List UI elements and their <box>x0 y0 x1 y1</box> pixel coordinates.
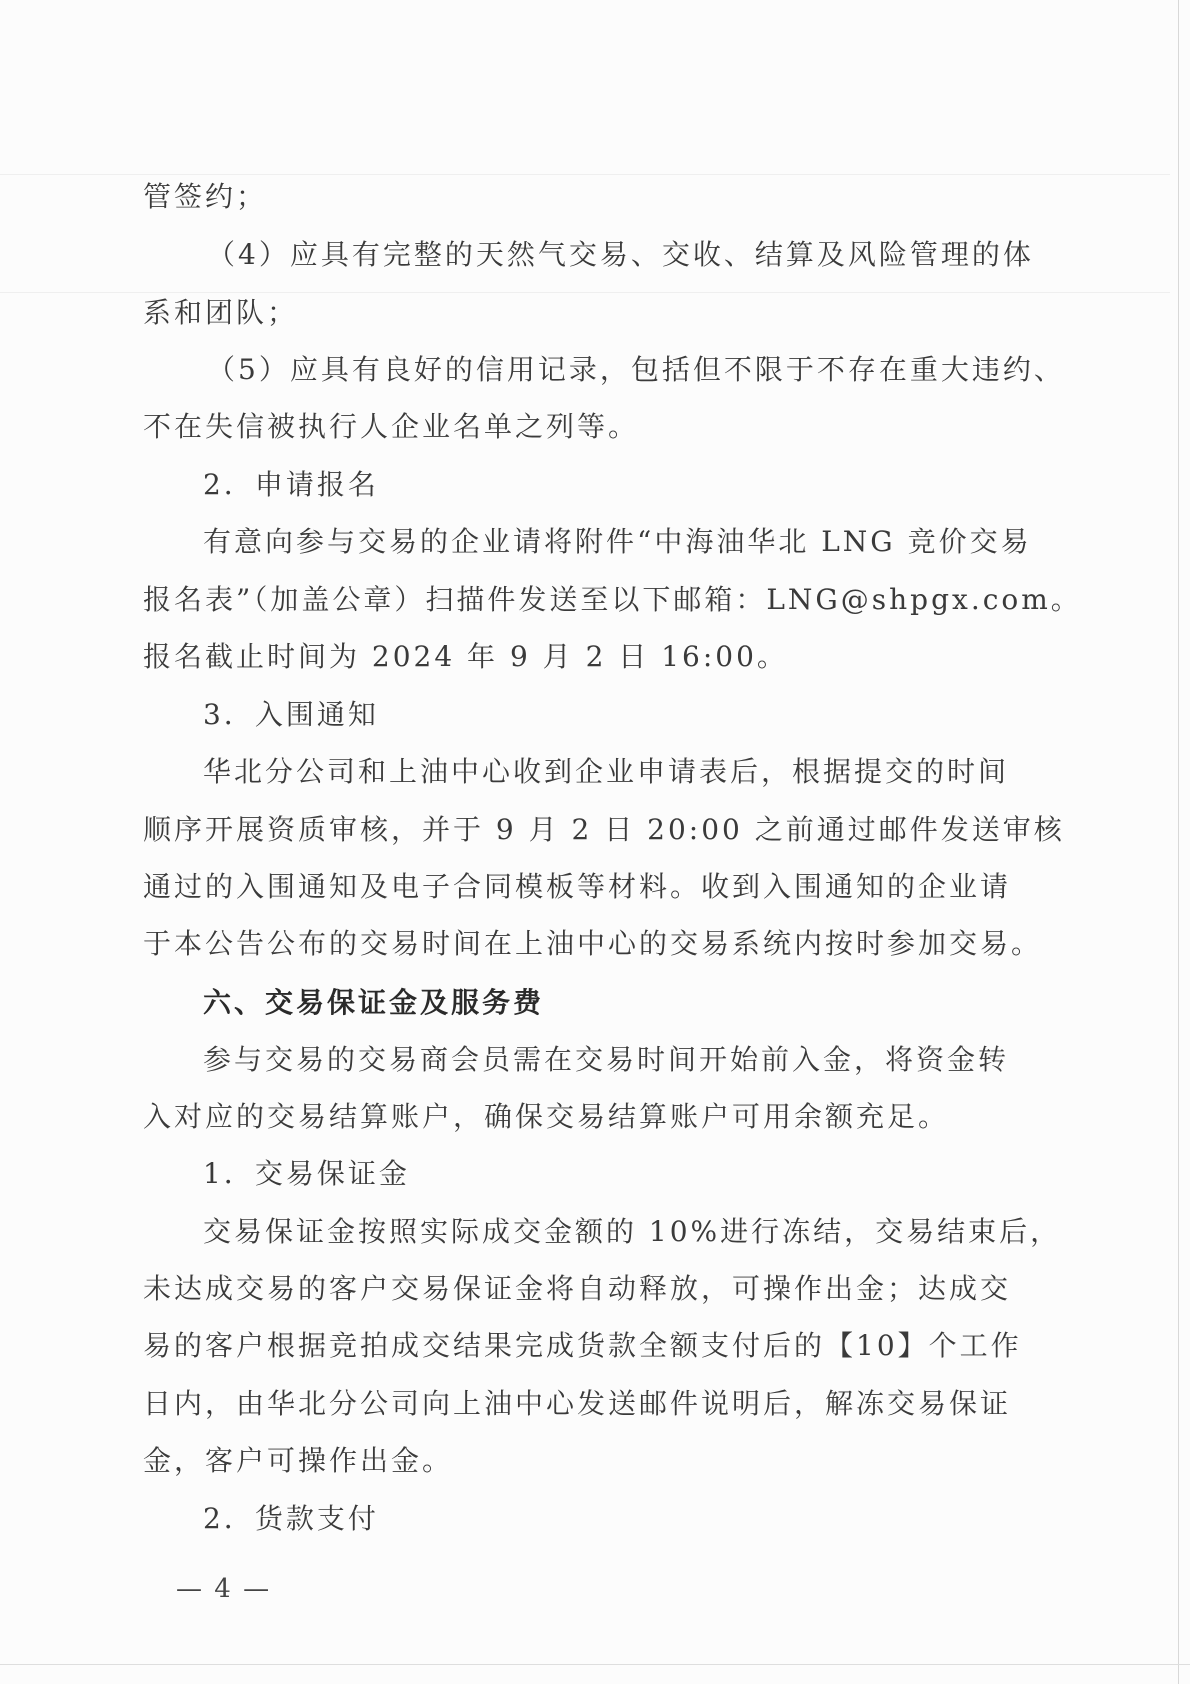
section-heading: 1．交易保证金 <box>203 1157 410 1190</box>
text-line: 通过的入围通知及电子合同模板等材料。收到入围通知的企业请 <box>143 870 1012 903</box>
text-line: 交易保证金按照实际成交金额的 10%进行冻结，交易结束后， <box>203 1215 1062 1248</box>
text-line: （4）应具有完整的天然气交易、交收、结算及风险管理的体 <box>207 238 1034 271</box>
text-line: 报名表”（加盖公章）扫描件发送至以下邮箱：LNG@shpgx.com。 <box>143 583 1082 616</box>
text-line: 入对应的交易结算账户，确保交易结算账户可用余额充足。 <box>143 1100 950 1133</box>
section-heading: 2．申请报名 <box>203 468 379 501</box>
text-line: 不在失信被执行人企业名单之列等。 <box>143 410 640 443</box>
text-line: 日内，由华北分公司向上油中心发送邮件说明后，解冻交易保证 <box>143 1387 1012 1420</box>
text-line: 易的客户根据竞拍成交结果完成货款全额支付后的【10】个工作 <box>143 1329 1022 1362</box>
section-title: 六、交易保证金及服务费 <box>203 986 545 1019</box>
page-number: — 4 — <box>176 1574 272 1604</box>
text-line: （5）应具有良好的信用记录，包括但不限于不存在重大违约、 <box>207 353 1065 386</box>
text-line: 有意向参与交易的企业请将附件“中海油华北 LNG 竞价交易 <box>203 525 1032 558</box>
page-bottom-edge <box>0 1664 1190 1665</box>
text-line: 参与交易的交易商会员需在交易时间开始前入金，将资金转 <box>203 1043 1010 1076</box>
text-line: 于本公告公布的交易时间在上油中心的交易系统内按时参加交易。 <box>143 927 1043 960</box>
text-line: 金，客户可操作出金。 <box>143 1444 454 1477</box>
section-heading: 2．货款支付 <box>203 1502 379 1535</box>
text-line: 未达成交易的客户交易保证金将自动释放，可操作出金；达成交 <box>143 1272 1012 1305</box>
page-right-edge <box>1178 0 1179 1684</box>
text-line: 系和团队； <box>143 296 299 329</box>
text-line: 管签约； <box>143 180 268 213</box>
text-line: 顺序开展资质审核，并于 9 月 2 日 20:00 之前通过邮件发送审核 <box>143 813 1065 846</box>
text-line: 华北分公司和上油中心收到企业申请表后，根据提交的时间 <box>203 755 1010 788</box>
text-line: 报名截止时间为 2024 年 9 月 2 日 16:00。 <box>143 640 788 673</box>
section-heading: 3．入围通知 <box>203 698 379 731</box>
